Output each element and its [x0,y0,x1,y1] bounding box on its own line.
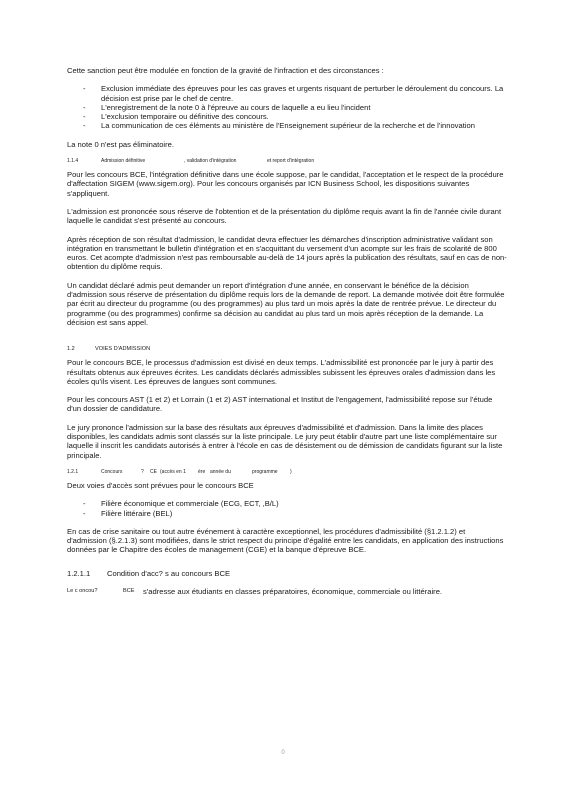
paragraph: Un candidat déclaré admis peut demander un report d'intégration d'une année, en conservant le bénéfice de la décision d'admission sous réserve de présentation du diplôme requis lors de la demande de report. La demande motivée doit être formulée par écrit au directeur du programme (ou des programmes) au plus tard un mois après la date de rentrée prévue. Le directeur du programme (ou des programmes) confirme sa décision au candidat au plus tard un mois après réception de la demande. La décision est sans appel. [67,280,505,327]
section-number: 1.2 [67,346,75,353]
section-title-part: ) [290,468,292,475]
last-line-prefix: Le c oncou? [67,587,98,594]
section-heading-1-2 [67,345,507,353]
section-title-part: et report d'intégration [267,158,315,165]
last-line [67,587,507,596]
section-title-part: Concours [101,468,123,475]
intro-paragraph: Cette sanction peut être modulée en fonction de la gravité de l'infraction et des circonstances : [67,66,384,75]
document-page [67,66,507,596]
section-heading-1-2-1 [67,469,507,476]
paragraph: Après réception de son résultat d'admission, le candidat devra effectuer les démarches d'inscription administrative validant son intégration en transmettant le bulletin d'intégration et en s'acquittant du versement d'un acompte sur les frais de scolarité de 800 euros. Cet acompte d'admission n'est pas remboursable au-delà de 14 jours après la publication des résultats, sauf en cas de non-obtention du diplôme requis. [67,234,507,272]
page-number: 0 [281,750,285,756]
section-title-part: programme [252,468,278,475]
list-item: - L'enregistrement de la note 0 à l'épreuve au cours de laquelle a eu lieu l'incident [67,103,507,112]
filieres-list [67,499,507,518]
paragraph: Le jury prononce l'admission sur la base des résultats aux épreuves d'admissibilité et d'admission. Dans la limite des places disponibles, les candidats admis sont classés sur la liste principale. Le jury peut établir d'autre part une liste complémentaire sur laquelle il inscrit les candidats autorisés à entrer à l'école en cas de désistement ou de démission de candidats figurant sur la liste principale. [67,422,503,460]
last-line-text: s'adresse aux étudiants en classes préparatoires, économique, commerciale ou littéraire. [143,586,443,596]
section-title-part: CE [150,468,157,475]
list-item: - Exclusion immédiate des épreuves pour les cas graves et urgents risquant de perturber le déroulement du concours. La décision est prise par le chef de centre. [67,84,507,103]
last-line-code: BCE [123,587,135,594]
section-heading-1-1-4 [67,158,507,165]
section-title-part: ? [141,468,144,475]
paragraph: Pour le concours BCE, le processus d'admission est divisé en deux temps. L'admissibilité est prononcée par le jury à partir des résultats obtenus aux épreuves écrites. Les candidats déclarés admissibles subissent les épreuves orales d'admission dans les écoles qu'ils visent. Les épreuves de langues sont communes. [67,358,496,386]
section-number: 1.2.1.1 [67,568,91,578]
list-item: - Filière économique et commerciale (ECG, ECT, ,B/L) [67,499,507,508]
section-title-part: Admission définitive [101,158,146,165]
paragraph: En cas de crise sanitaire ou tout autre événement à caractère exceptionnel, les procédures d'admissibilité (§1.2.1.2) et d'admission (§.2.1.3) sont modifiées, dans le strict respect du principe d'égalité entre les candidats, en application des instructions données par le Chapitre des écoles de management (CGE) et la banque d'épreuve BCE. [67,526,504,555]
paragraph: Pour les concours BCE, l'intégration définitive dans une école suppose, par le candidat, l'acceptation et le respect de la procédure d'affectation SIGEM (www.sigem.org). Pour les concours organisés par ICN Business School, les dispositions suivantes s'appliquent. [67,170,504,198]
section-title: VOIES D'ADMISSION [95,346,151,353]
list-item: - Filière littéraire (BEL) [67,509,507,518]
sanctions-list [67,84,507,130]
paragraph: Deux voies d'accès sont prévues pour le concours BCE [67,480,254,490]
section-number: 1.1.4 [67,158,79,165]
section-title-part: ère [198,468,206,475]
section-number: 1.2.1 [67,468,79,475]
section-title-part: , validation d'intégration [184,158,237,165]
section-heading-1-2-1-1 [67,569,507,578]
paragraph: Pour les concours AST (1 et 2) et Lorrain (1 et 2) AST international et Institut de l'engagement, l'admissibilité repose sur l'étude d'un dossier de candidature. [67,395,493,414]
section-title-part: (accès en 1 [160,468,186,475]
list-item: - La communication de ces éléments au ministère de l'Enseignement supérieur de la recherche et de l'innovation [67,121,507,130]
section-title: Condition d'acc? s au concours BCE [107,568,231,578]
list-item: - L'exclusion temporaire ou définitive des concours. [67,112,507,121]
paragraph: L'admission est prononcée sous réserve de l'obtention et de la présentation du diplôme requis avant la fin de l'année civile durant laquelle le candidat s'est présenté au concours. [67,206,502,226]
section-title-part: année du [210,468,231,475]
note-zero-paragraph: La note 0 n'est pas éliminatoire. [67,139,174,149]
